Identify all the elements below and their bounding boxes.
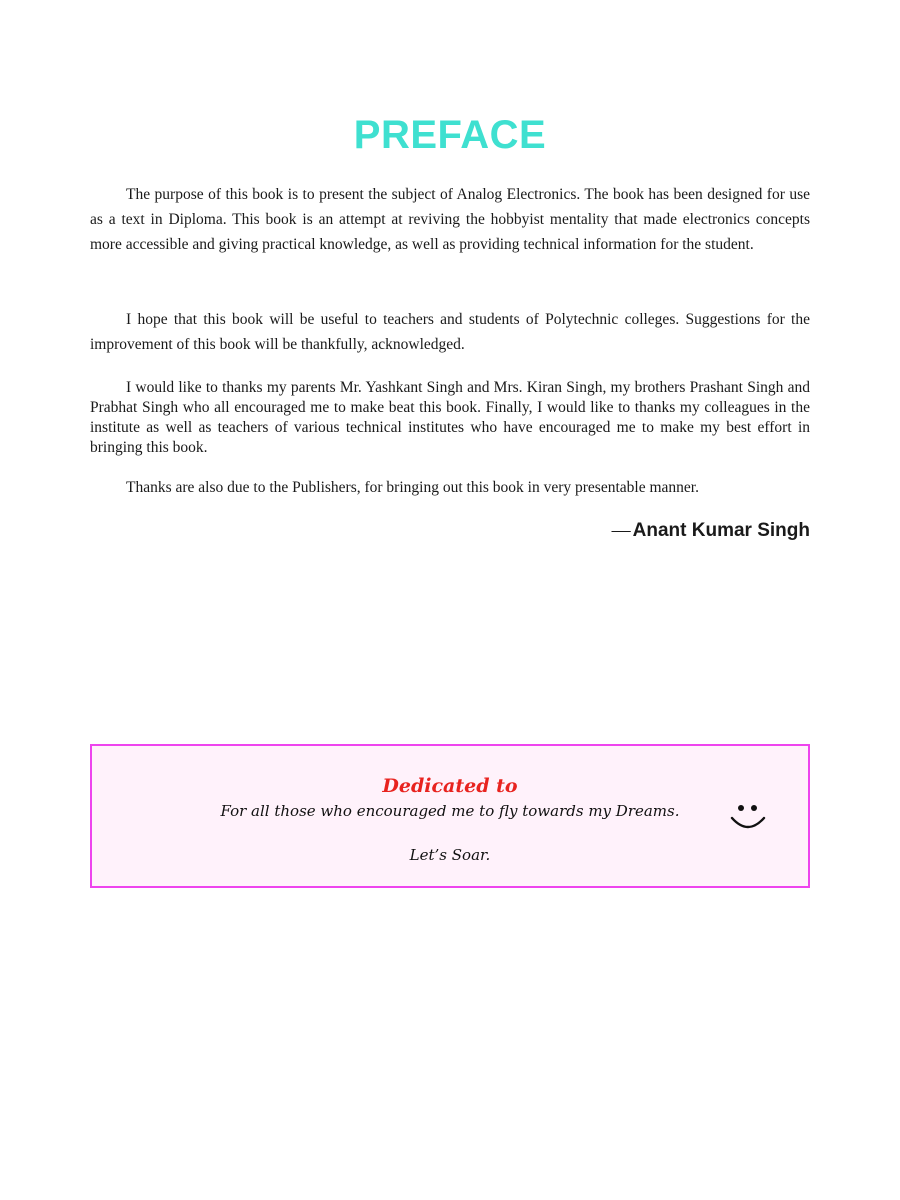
dedication-text: For all those who encouraged me to fly towards my Dreams. xyxy=(220,802,680,820)
dedication-heading: Dedicated to xyxy=(382,775,518,797)
page-title: PREFACE xyxy=(353,113,547,157)
dedication-closing: Let’s Soar. xyxy=(409,846,491,864)
smiley-face-icon xyxy=(728,802,768,834)
preface-paragraph-2: I hope that this book will be useful to teachers and students of Polytechnic colleges. Suggestions for the improvement of this book will be thankfully, acknowledged. xyxy=(90,311,810,353)
author-signature xyxy=(90,519,810,543)
preface-paragraph-3: I would like to thanks my parents Mr. Yashkant Singh and Mrs. Kiran Singh, my brothers Prashant Singh and Prabhat Singh who all encouraged me to make beat this book. Finally, I would like to thanks my colleagues in the institute as well as teachers of various technical institutes who have encouraged me to make my best effort in bringing this book. xyxy=(90,379,810,456)
preface-paragraph-4: Thanks are also due to the Publishers, for bringing out this book in very presentable manner. xyxy=(126,479,699,496)
author-name: Anant Kumar Singh xyxy=(632,520,810,541)
preface-paragraph-1: The purpose of this book is to present the subject of Analog Electronics. The book has been designed for use as a text in Diploma. This book is an attempt at reviving the hobbyist mentality that made electronics concepts more accessible and giving practical knowledge, as well as providing technical information for the student. xyxy=(90,186,810,253)
dedication-box xyxy=(90,744,810,888)
signature-dash: — xyxy=(611,520,631,541)
